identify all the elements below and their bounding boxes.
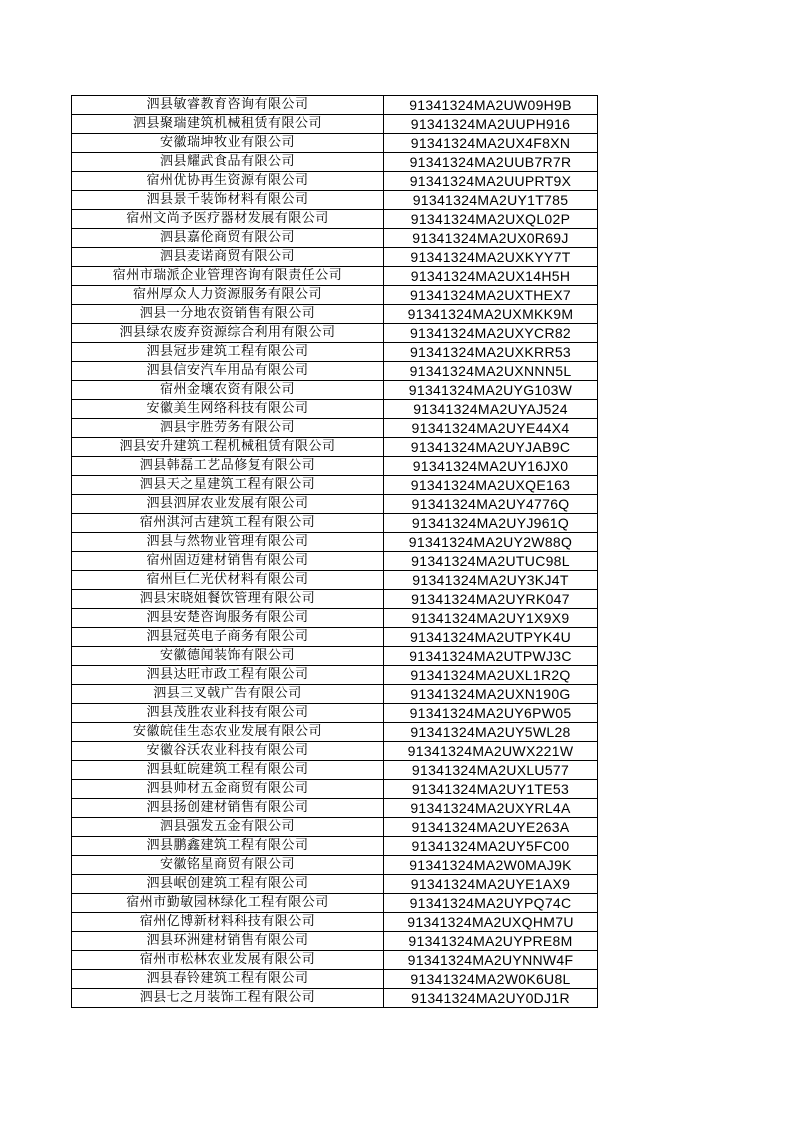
company-name-cell: 泗县宋晓姐餐饮管理有限公司	[72, 590, 384, 609]
credit-code-cell: 91341324MA2UYE263A	[384, 818, 598, 837]
credit-code-cell: 91341324MA2UY1TE53	[384, 780, 598, 799]
table-row	[72, 628, 598, 647]
company-name-cell: 泗县冠步建筑工程有限公司	[72, 343, 384, 362]
company-name-cell: 泗县岷创建筑工程有限公司	[72, 875, 384, 894]
company-name-cell: 宿州固迈建材销售有限公司	[72, 552, 384, 571]
company-name-cell: 宿州巨仁光伏材料有限公司	[72, 571, 384, 590]
table-row	[72, 970, 598, 989]
table-row	[72, 704, 598, 723]
table-body	[72, 96, 598, 1008]
company-name-cell: 泗县三叉戟广告有限公司	[72, 685, 384, 704]
credit-code-cell: 91341324MA2UXYRL4A	[384, 799, 598, 818]
table-row	[72, 951, 598, 970]
table-row	[72, 989, 598, 1008]
company-name-cell: 泗县信安汽车用品有限公司	[72, 362, 384, 381]
company-name-cell: 泗县麦诺商贸有限公司	[72, 248, 384, 267]
credit-code-cell: 91341324MA2UXYCR82	[384, 324, 598, 343]
credit-code-cell: 91341324MA2UX14H5H	[384, 267, 598, 286]
credit-code-cell: 91341324MA2UYJ961Q	[384, 514, 598, 533]
table-row	[72, 362, 598, 381]
company-name-cell: 泗县茂胜农业科技有限公司	[72, 704, 384, 723]
company-name-cell: 宿州厚众人力资源服务有限公司	[72, 286, 384, 305]
company-name-cell: 泗县一分地农资销售有限公司	[72, 305, 384, 324]
credit-code-cell: 91341324MA2UXQL02P	[384, 210, 598, 229]
table-row	[72, 742, 598, 761]
credit-code-cell: 91341324MA2UY4776Q	[384, 495, 598, 514]
table-row	[72, 571, 598, 590]
company-name-cell: 宿州金壤农资有限公司	[72, 381, 384, 400]
credit-code-cell: 91341324MA2UXL1R2Q	[384, 666, 598, 685]
company-name-cell: 泗县嘉伦商贸有限公司	[72, 229, 384, 248]
credit-code-cell: 91341324MA2UW09H9B	[384, 96, 598, 115]
credit-code-cell: 91341324MA2UXKYY7T	[384, 248, 598, 267]
table-row	[72, 191, 598, 210]
table-row	[72, 913, 598, 932]
company-name-cell: 安徽铭星商贸有限公司	[72, 856, 384, 875]
table-row	[72, 286, 598, 305]
company-name-cell: 泗县宇胜劳务有限公司	[72, 419, 384, 438]
company-registration-table	[71, 95, 598, 1008]
company-name-cell: 泗县聚瑞建筑机械租赁有限公司	[72, 115, 384, 134]
credit-code-cell: 91341324MA2UUB7R7R	[384, 153, 598, 172]
table-row	[72, 248, 598, 267]
credit-code-cell: 91341324MA2UXMKK9M	[384, 305, 598, 324]
company-name-cell: 安徽谷沃农业科技有限公司	[72, 742, 384, 761]
table-row	[72, 780, 598, 799]
table-row	[72, 647, 598, 666]
company-name-cell: 安徽德闻装饰有限公司	[72, 647, 384, 666]
company-name-cell: 泗县耀武食品有限公司	[72, 153, 384, 172]
company-name-cell: 宿州市瑞派企业管理咨询有限责任公司	[72, 267, 384, 286]
credit-code-cell: 91341324MA2UYNNW4F	[384, 951, 598, 970]
company-name-cell: 泗县安升建筑工程机械租赁有限公司	[72, 438, 384, 457]
credit-code-cell: 91341324MA2UTPWJ3C	[384, 647, 598, 666]
credit-code-cell: 91341324MA2UYE1AX9	[384, 875, 598, 894]
table-row	[72, 343, 598, 362]
company-name-cell: 泗县天之星建筑工程有限公司	[72, 476, 384, 495]
table-row	[72, 134, 598, 153]
table-row	[72, 324, 598, 343]
company-name-cell: 宿州优协再生资源有限公司	[72, 172, 384, 191]
credit-code-cell: 91341324MA2UXNNN5L	[384, 362, 598, 381]
table-row	[72, 761, 598, 780]
table-row	[72, 894, 598, 913]
table-row	[72, 400, 598, 419]
company-name-cell: 泗县绿农废弃资源综合利用有限公司	[72, 324, 384, 343]
table-row	[72, 685, 598, 704]
table-row	[72, 115, 598, 134]
table-row	[72, 837, 598, 856]
company-name-cell: 泗县泗屏农业发展有限公司	[72, 495, 384, 514]
table-row	[72, 495, 598, 514]
company-name-cell: 泗县扬创建材销售有限公司	[72, 799, 384, 818]
credit-code-cell: 91341324MA2UYPRE8M	[384, 932, 598, 951]
credit-code-cell: 91341324MA2UY0DJ1R	[384, 989, 598, 1008]
company-name-cell: 安徽皖佳生态农业发展有限公司	[72, 723, 384, 742]
credit-code-cell: 91341324MA2UY5WL28	[384, 723, 598, 742]
company-name-cell: 宿州市勤敏园林绿化工程有限公司	[72, 894, 384, 913]
company-name-cell: 泗县鹏鑫建筑工程有限公司	[72, 837, 384, 856]
table-row	[72, 419, 598, 438]
table-row	[72, 799, 598, 818]
company-name-cell: 宿州淇河古建筑工程有限公司	[72, 514, 384, 533]
credit-code-cell: 91341324MA2UY1T785	[384, 191, 598, 210]
credit-code-cell: 91341324MA2UUPRT9X	[384, 172, 598, 191]
company-name-cell: 泗县景千装饰材料有限公司	[72, 191, 384, 210]
credit-code-cell: 91341324MA2UXQHM7U	[384, 913, 598, 932]
credit-code-cell: 91341324MA2UXN190G	[384, 685, 598, 704]
credit-code-cell: 91341324MA2W0MAJ9K	[384, 856, 598, 875]
credit-code-cell: 91341324MA2UX0R69J	[384, 229, 598, 248]
company-name-cell: 宿州市松林农业发展有限公司	[72, 951, 384, 970]
company-name-cell: 安徽美生网络科技有限公司	[72, 400, 384, 419]
table-row	[72, 381, 598, 400]
table-row	[72, 723, 598, 742]
table-row	[72, 172, 598, 191]
table-row	[72, 210, 598, 229]
company-name-cell: 泗县韩磊工艺品修复有限公司	[72, 457, 384, 476]
table-row	[72, 818, 598, 837]
table-row	[72, 476, 598, 495]
company-name-cell: 安徽瑞坤牧业有限公司	[72, 134, 384, 153]
credit-code-cell: 91341324MA2UXQE163	[384, 476, 598, 495]
company-name-cell: 泗县虹皖建筑工程有限公司	[72, 761, 384, 780]
credit-code-cell: 91341324MA2W0K6U8L	[384, 970, 598, 989]
company-name-cell: 泗县与然物业管理有限公司	[72, 533, 384, 552]
table-row	[72, 96, 598, 115]
credit-code-cell: 91341324MA2UUPH916	[384, 115, 598, 134]
table-row	[72, 267, 598, 286]
table-row	[72, 514, 598, 533]
credit-code-cell: 91341324MA2UY1X9X9	[384, 609, 598, 628]
table-row	[72, 533, 598, 552]
company-name-cell: 泗县达旺市政工程有限公司	[72, 666, 384, 685]
credit-code-cell: 91341324MA2UYPQ74C	[384, 894, 598, 913]
table-row	[72, 305, 598, 324]
table-row	[72, 229, 598, 248]
table-row	[72, 609, 598, 628]
company-name-cell: 泗县七之月装饰工程有限公司	[72, 989, 384, 1008]
table-row	[72, 590, 598, 609]
credit-code-cell: 91341324MA2UX4F8XN	[384, 134, 598, 153]
company-name-cell: 泗县冠英电子商务有限公司	[72, 628, 384, 647]
credit-code-cell: 91341324MA2UY6PW05	[384, 704, 598, 723]
company-name-cell: 宿州文尚予医疗器材发展有限公司	[72, 210, 384, 229]
table-row	[72, 153, 598, 172]
credit-code-cell: 91341324MA2UXTHEX7	[384, 286, 598, 305]
company-name-cell: 泗县安楚咨询服务有限公司	[72, 609, 384, 628]
credit-code-cell: 91341324MA2UWX221W	[384, 742, 598, 761]
credit-code-cell: 91341324MA2UXKRR53	[384, 343, 598, 362]
table-row	[72, 666, 598, 685]
credit-code-cell: 91341324MA2UTPYK4U	[384, 628, 598, 647]
credit-code-cell: 91341324MA2UY3KJ4T	[384, 571, 598, 590]
credit-code-cell: 91341324MA2UYE44X4	[384, 419, 598, 438]
company-name-cell: 泗县帅材五金商贸有限公司	[72, 780, 384, 799]
credit-code-cell: 91341324MA2UTUC98L	[384, 552, 598, 571]
company-name-cell: 宿州亿博新材料科技有限公司	[72, 913, 384, 932]
table-row	[72, 856, 598, 875]
credit-code-cell: 91341324MA2UYAJ524	[384, 400, 598, 419]
company-name-cell: 泗县敏睿教育咨询有限公司	[72, 96, 384, 115]
table-row	[72, 875, 598, 894]
credit-code-cell: 91341324MA2UYJAB9C	[384, 438, 598, 457]
credit-code-cell: 91341324MA2UY16JX0	[384, 457, 598, 476]
company-name-cell: 泗县强发五金有限公司	[72, 818, 384, 837]
credit-code-cell: 91341324MA2UYRK047	[384, 590, 598, 609]
table-row	[72, 438, 598, 457]
company-name-cell: 泗县春铃建筑工程有限公司	[72, 970, 384, 989]
credit-code-cell: 91341324MA2UY5FC00	[384, 837, 598, 856]
company-name-cell: 泗县环洲建材销售有限公司	[72, 932, 384, 951]
table-row	[72, 457, 598, 476]
credit-code-cell: 91341324MA2UY2W88Q	[384, 533, 598, 552]
table-row	[72, 552, 598, 571]
credit-code-cell: 91341324MA2UXLU577	[384, 761, 598, 780]
table-row	[72, 932, 598, 951]
credit-code-cell: 91341324MA2UYG103W	[384, 381, 598, 400]
